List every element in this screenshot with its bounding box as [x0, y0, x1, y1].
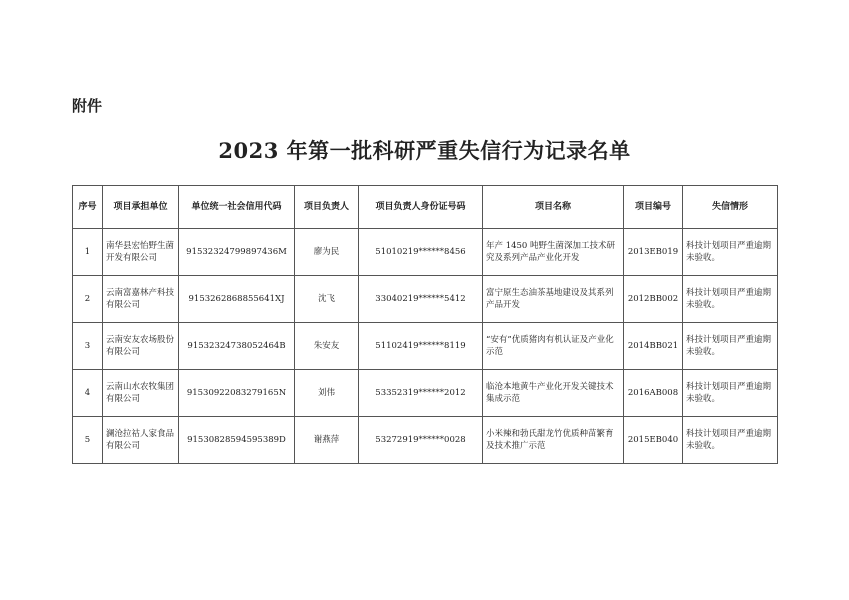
header-project-number: 项目编号 — [624, 186, 683, 229]
cell-situation: 科技计划项目严重逾期未验收。 — [683, 370, 778, 417]
attachment-label: 附件 — [72, 97, 103, 115]
cell-seq: 3 — [73, 323, 103, 370]
cell-credit-code: 91530922083279165N — [179, 370, 295, 417]
cell-project-number: 2016AB008 — [624, 370, 683, 417]
cell-credit-code: 91530828594595389D — [179, 417, 295, 464]
table-row — [73, 323, 778, 370]
cell-id-number: 51010219******8456 — [359, 229, 483, 276]
table-header-row — [73, 186, 778, 229]
cell-project-name: 小米辣和勃氏甜龙竹优质种苗繁育及技术推广示范 — [483, 417, 624, 464]
cell-project-name: 临沧本地黄牛产业化开发关键技术集成示范 — [483, 370, 624, 417]
cell-unit: 云南富嘉林产科技有限公司 — [103, 276, 179, 323]
cell-leader: 廖为民 — [295, 229, 359, 276]
table-row — [73, 370, 778, 417]
cell-seq: 2 — [73, 276, 103, 323]
cell-leader: 沈飞 — [295, 276, 359, 323]
header-unit: 项目承担单位 — [103, 186, 179, 229]
header-leader: 项目负责人 — [295, 186, 359, 229]
cell-situation: 科技计划项目严重逾期未验收。 — [683, 323, 778, 370]
table-row — [73, 229, 778, 276]
header-situation: 失信情形 — [683, 186, 778, 229]
cell-credit-code: 91532324738052464B — [179, 323, 295, 370]
header-seq: 序号 — [73, 186, 103, 229]
cell-project-name: 年产 1450 吨野生菌深加工技术研究及系列产品产业化开发 — [483, 229, 624, 276]
cell-id-number: 53272919******0028 — [359, 417, 483, 464]
cell-credit-code: 91532324799897436M — [179, 229, 295, 276]
table-row — [73, 417, 778, 464]
cell-unit: 南华县宏怡野生菌开发有限公司 — [103, 229, 179, 276]
cell-leader: 刘伟 — [295, 370, 359, 417]
dishonesty-record-table — [72, 185, 778, 464]
cell-unit: 澜沧拉祜人家食品有限公司 — [103, 417, 179, 464]
cell-project-number: 2012BB002 — [624, 276, 683, 323]
cell-project-number: 2015EB040 — [624, 417, 683, 464]
cell-credit-code: 9153262868855641XJ — [179, 276, 295, 323]
cell-project-name: 富宁原生态油茶基地建设及其系列产品开发 — [483, 276, 624, 323]
document-title: 2023 年第一批科研严重失信行为记录名单 — [218, 138, 631, 163]
cell-situation: 科技计划项目严重逾期未验收。 — [683, 417, 778, 464]
cell-seq: 4 — [73, 370, 103, 417]
cell-unit: 云南安友农场股份有限公司 — [103, 323, 179, 370]
cell-id-number: 51102419******8119 — [359, 323, 483, 370]
cell-leader: 谢燕萍 — [295, 417, 359, 464]
header-project-name: 项目名称 — [483, 186, 624, 229]
cell-project-number: 2013EB019 — [624, 229, 683, 276]
cell-seq: 5 — [73, 417, 103, 464]
header-credit-code: 单位统一社会信用代码 — [179, 186, 295, 229]
cell-id-number: 53352319******2012 — [359, 370, 483, 417]
cell-situation: 科技计划项目严重逾期未验收。 — [683, 229, 778, 276]
header-id-number: 项目负责人身份证号码 — [359, 186, 483, 229]
cell-seq: 1 — [73, 229, 103, 276]
table-row — [73, 276, 778, 323]
cell-project-name: “安有”优质猪肉有机认证及产业化示范 — [483, 323, 624, 370]
cell-id-number: 33040219******5412 — [359, 276, 483, 323]
cell-leader: 朱安友 — [295, 323, 359, 370]
cell-project-number: 2014BB021 — [624, 323, 683, 370]
cell-unit: 云南山水农牧集团有限公司 — [103, 370, 179, 417]
cell-situation: 科技计划项目严重逾期未验收。 — [683, 276, 778, 323]
